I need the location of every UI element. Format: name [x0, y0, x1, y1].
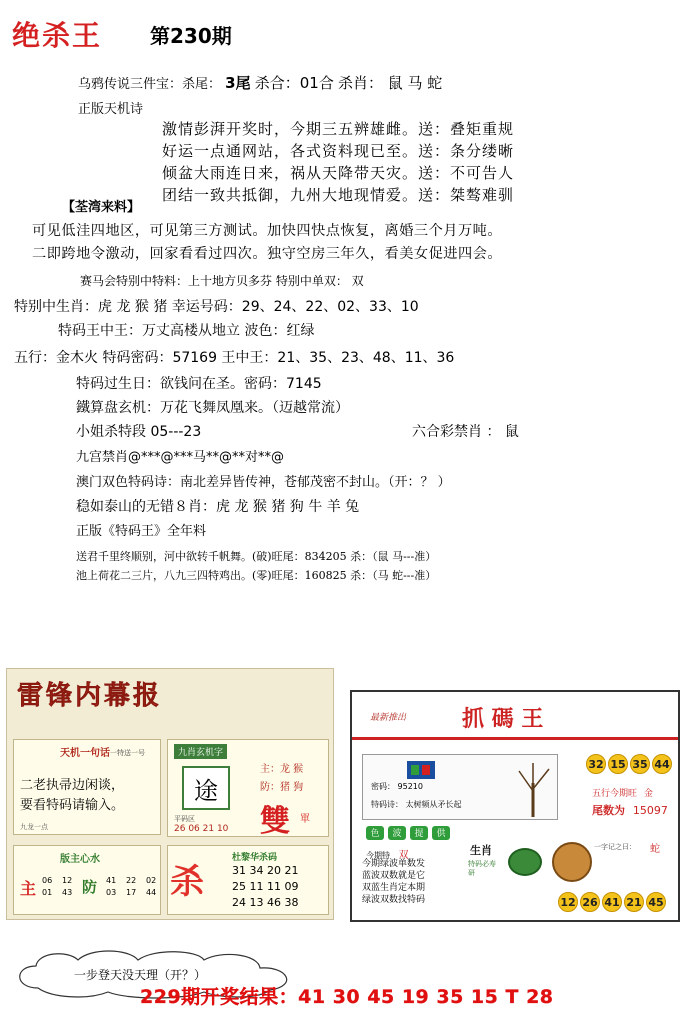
zhuama-tag: 最新推出 [370, 713, 407, 723]
ball-bottom: 41 [602, 892, 622, 912]
color-tag: 供 [432, 826, 450, 840]
wuxing-label [592, 786, 653, 799]
word-label: 一字记之曰： [594, 843, 636, 851]
crow-label: 乌鸦传说三件宝：杀尾： [78, 77, 222, 92]
fang-num: 17 [126, 888, 137, 897]
tree-icon [511, 761, 555, 817]
oracle-box [13, 739, 161, 835]
fang-animals: 防：猪 狗 [260, 782, 304, 793]
zhuama-line: 绿波双数找特码 [362, 895, 426, 905]
flat-nums: 26 06 21 10 [174, 824, 229, 834]
wuxing-text: 五行今期旺 [592, 789, 638, 799]
zhu-animals: 主：龙 猴 [260, 764, 304, 775]
miss-line: 小姐杀特段 05---23 [76, 424, 202, 440]
grid-title: 杜黎华杀码 [232, 853, 278, 863]
color-tag: 色 [366, 826, 384, 840]
xiao-note: 特码必寿研 [468, 860, 496, 877]
issue-number: 第230期 [150, 24, 232, 48]
ball-top: 15 [608, 754, 628, 774]
zhu-label: 主 [20, 879, 37, 898]
zhu-num: 12 [62, 876, 73, 885]
logo-icon [407, 761, 435, 779]
color-selected: 双 [398, 850, 409, 861]
fang-num: 03 [106, 888, 117, 897]
zhuama-lines [362, 858, 425, 906]
poem-line: 激情彭湃开奖时，今期三五辨雄雌。送：叠矩重规 [162, 120, 515, 138]
fang-num: 22 [126, 876, 137, 885]
heart-box [13, 845, 161, 915]
oracle-line: 要看特码请输入。 [20, 798, 125, 813]
color-text: 今期特 [366, 851, 390, 860]
tail-text: 尾数为 [592, 804, 625, 817]
ball-bottom: 26 [580, 892, 600, 912]
zodiac-line: 特别中生肖：虎 龙 猴 猪 幸运号码：29、24、22、02、33、10 [14, 299, 419, 315]
crow-combo: 杀合：01合 [254, 74, 334, 92]
taiwan-title: 【荃湾来料】 [62, 200, 141, 215]
zhuama-panel [350, 690, 680, 922]
king-line: 特码王中王：万丈高楼从地立 波色：红绿 [58, 323, 315, 339]
leifeng-panel [6, 668, 334, 920]
cloud-text: 一步登天没天理（开？） [74, 968, 207, 982]
send-line: 送君千里终顺别，河中欲转千帆舞。(破)旺尾：834205 杀：（鼠 马---准） [76, 550, 437, 563]
poem-title: 正版天机诗 [78, 102, 144, 117]
liuhe-line: 六合彩禁肖 ： 鼠 [412, 424, 519, 440]
grid-row: 31 34 20 21 [232, 864, 299, 877]
draw-result: 229期开奖结果：41 30 45 19 35 15 T 28 [140, 986, 554, 1008]
code-line: 密码： 95210 [371, 782, 423, 791]
poem-line: 好运一点通网站，各式资料现已至。送：条分缕晰 [162, 142, 515, 160]
crow-animals: 杀肖： 鼠 马 蛇 [337, 74, 443, 92]
leifeng-title: 雷锋内幕报 [17, 681, 163, 711]
ball-top: 44 [652, 754, 672, 774]
flat-label: 平码区 [174, 815, 195, 823]
code-poem: 特码诗： 太树频从矛长起 [371, 800, 462, 809]
grid-row: 24 13 46 38 [232, 896, 299, 909]
zhuama-title: 抓 碼 王 [462, 706, 544, 732]
heart-title: 版主心水 [60, 854, 100, 865]
zhuama-line: 双蓝生肖定本期 [362, 883, 426, 893]
double-char: 雙 [260, 804, 290, 839]
poem-line: 团结一致共抵御，九州大地现情爱。送：桀骜难驯 [162, 186, 515, 204]
wuxing-value: 金 [643, 789, 653, 799]
mystery-char: 途 [182, 766, 230, 810]
ball-top: 35 [630, 754, 650, 774]
ball-bottom: 12 [558, 892, 578, 912]
shengxiao-label: 生肖 [470, 844, 492, 857]
mystery-title: 九肖玄机字 [174, 744, 227, 759]
oracle-title: 天机一句话 [60, 748, 110, 759]
oracle-sub: 一特送一号 [110, 749, 145, 757]
ball-bottom: 21 [624, 892, 644, 912]
nine-palace-line: 九宫禁肖@***@***马**@**对**@ [76, 450, 285, 465]
macau-line: 澳门双色特码诗：南北差异皆传神，苍郁茂密不封山。（开：？ ） [76, 475, 451, 490]
fullyear-line: 正版《特码王》全年料 [76, 524, 207, 539]
code-box [362, 754, 558, 820]
fang-num: 41 [106, 876, 117, 885]
kill-grid-box [167, 845, 329, 915]
fang-label: 防 [82, 878, 98, 896]
brand-title: 绝杀王 [12, 19, 103, 52]
oracle-line: 二老执帚边闲谈， [20, 778, 125, 793]
send-line: 池上荷花二三片，八九三四特鸡出。(零)旺尾：160825 杀：（马 蛇---准） [76, 569, 437, 582]
steady-line: 稳如泰山的无错８肖：虎 龙 猴 猪 狗 牛 羊 兔 [76, 499, 360, 515]
snake-icon [508, 848, 542, 876]
ball-top: 32 [586, 754, 606, 774]
grid-row: 25 11 11 09 [232, 880, 299, 893]
fang-num: 02 [146, 876, 157, 885]
abacus-line: 鐵算盘玄机：万花飞舞凤凰来。（迈越常流） [76, 400, 349, 416]
ball-bottom: 45 [646, 892, 666, 912]
tail-value: 15097 [632, 804, 668, 817]
word-value: 蛇 [650, 844, 660, 855]
zhuama-line: 今期绿波单数发 [362, 859, 426, 869]
taiwan-line: 可见低洼四地区，可见第三方测试。加快四快点恢复，离婚三个月万吨。 [32, 223, 503, 239]
crow-tail: 3尾 [225, 74, 251, 92]
poem-line: 倾盆大雨连日来，祸从天降带天灾。送：不可告人 [162, 164, 515, 182]
zhu-num: 06 [42, 876, 53, 885]
horse-line: 赛马会特别中特料：上十地方贝多芬 特别中单双： 双 [80, 274, 364, 288]
oracle-note: 九龙一点 [20, 823, 48, 831]
taiwan-line: 二即跨地令激动，回家看看过四次。独守空房三年久，看美女促进四会。 [32, 246, 503, 262]
single-char: 單 [300, 814, 310, 825]
fang-num: 44 [146, 888, 157, 897]
zhuama-header [352, 692, 678, 740]
kill-char: 杀 [170, 862, 204, 902]
color-tag: 提 [410, 826, 428, 840]
zhu-num: 43 [62, 888, 73, 897]
color-tag: 波 [388, 826, 406, 840]
monkey-icon [552, 842, 592, 882]
zhuama-line: 蓝波双数就是它 [362, 871, 426, 881]
zhu-num: 01 [42, 888, 53, 897]
wuxing-line: 五行：金木火 特码密码：57169 王中王：21、35、23、48、11、36 [14, 350, 455, 366]
tail-label [592, 802, 668, 818]
mystery-box [167, 739, 329, 837]
birthday-line: 特码过生日：欲钱问在圣。密码：7145 [76, 376, 322, 392]
crow-line [78, 72, 442, 93]
